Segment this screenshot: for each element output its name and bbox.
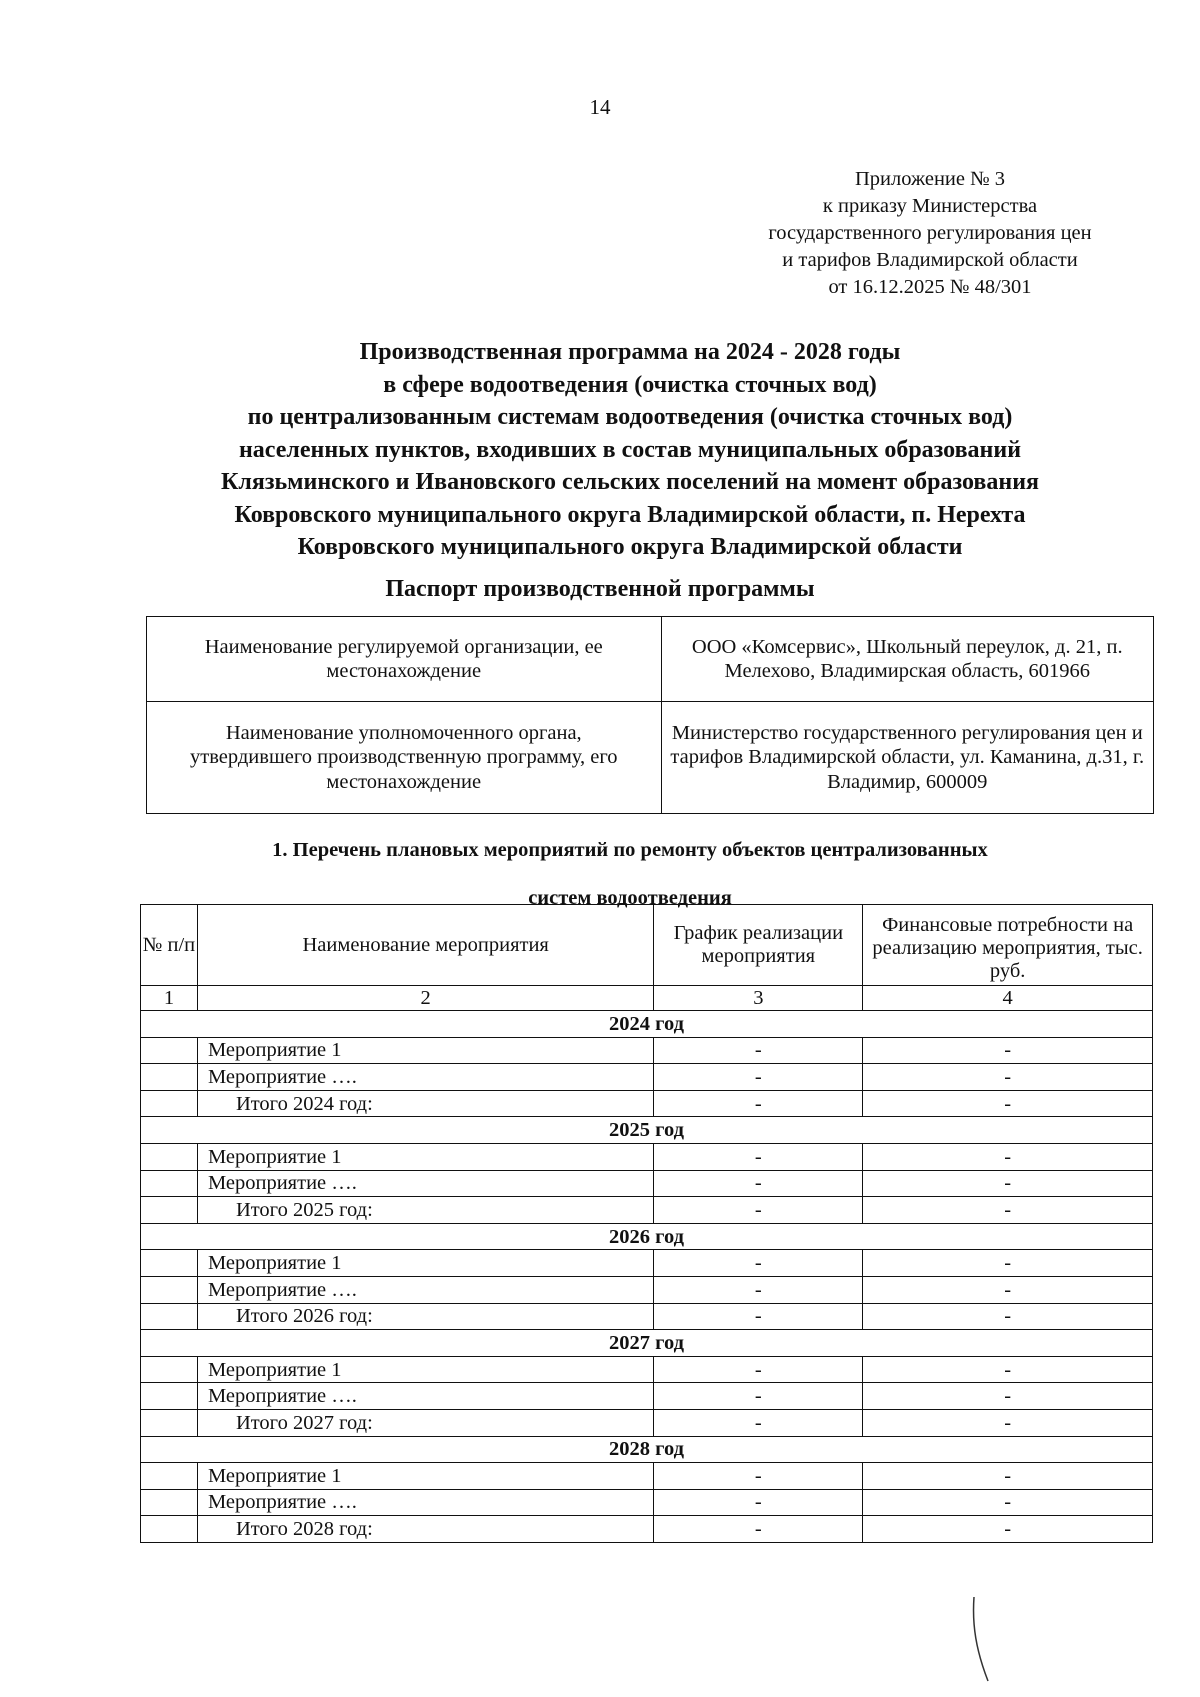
num-cell [141,1197,198,1224]
num-cell [141,1303,198,1330]
signature-mark [968,1595,1008,1685]
year-label: 2028 год [141,1436,1153,1463]
total-row [141,1197,1153,1224]
num-cell [141,1489,198,1516]
passport-label-text: Наименование регулируемой организации, ее местонахождение [204,635,603,682]
title-line: Ковровского муниципального округа Владимирской области [297,534,963,560]
passport-value-text: Министерство государственного регулирования цен и тарифов Владимирской области, ул. Каманина, д.31, г. Владимир, 600009 [670,721,1145,793]
schedule-cell: - [654,1409,863,1436]
num-cell [141,1276,198,1303]
num-cell [141,1463,198,1490]
num-cell [141,1383,198,1410]
passport-label-text: Наименование уполномоченного органа, утвердившего производственную программу, его местонахождение [190,721,618,793]
schedule-cell: - [654,1356,863,1383]
section-heading-line: систем водоотведения [528,887,732,909]
table-row [141,1356,1153,1383]
num-cell [141,1064,198,1091]
passport-value-text: ООО «Комсервис», Школьный переулок, д. 21, п. Мелехово, Владимирская область, 601966 [691,635,1123,682]
event-name: Мероприятие 1 [197,1143,653,1170]
section-heading-line: 1. Перечень плановых мероприятий по ремонту объектов централизованных [272,839,988,861]
finance-cell: - [863,1383,1153,1410]
num-cell [141,1356,198,1383]
passport-label [147,617,662,702]
num-cell [141,1409,198,1436]
table-row [141,1170,1153,1197]
event-name: Мероприятие …. [197,1276,653,1303]
schedule-cell: - [654,1197,863,1224]
col-header-schedule: График реализации мероприятия [654,905,863,986]
schedule-cell: - [654,1303,863,1330]
event-name: Мероприятие …. [197,1170,653,1197]
schedule-cell: - [654,1383,863,1410]
passport-table [146,616,1154,814]
schedule-cell: - [654,1143,863,1170]
num-cell [141,1250,198,1277]
column-number: 4 [863,986,1153,1011]
finance-cell: - [863,1463,1153,1490]
title-line: населенных пунктов, входивших в состав муниципальных образований [238,436,1022,463]
passport-row [147,702,1154,814]
schedule-cell: - [654,1276,863,1303]
num-cell [141,1170,198,1197]
year-label: 2026 год [141,1223,1153,1250]
event-name: Мероприятие …. [197,1489,653,1516]
finance-cell: - [863,1489,1153,1516]
col-header-finance: Финансовые потребности на реализацию мероприятия, тыс. руб. [863,905,1153,986]
table-header-row [141,905,1153,986]
finance-cell: - [863,1409,1153,1436]
schedule-cell: - [654,1090,863,1117]
table-row [141,1064,1153,1091]
total-label: Итого 2025 год: [197,1197,653,1224]
event-name: Мероприятие …. [197,1064,653,1091]
total-row [141,1409,1153,1436]
column-number: 2 [197,986,653,1011]
year-label: 2024 год [141,1011,1153,1038]
finance-cell: - [863,1090,1153,1117]
column-number: 3 [654,986,863,1011]
document-title [130,336,1130,564]
finance-cell: - [863,1356,1153,1383]
event-name: Мероприятие …. [197,1383,653,1410]
passport-row [147,617,1154,702]
finance-cell: - [863,1143,1153,1170]
appendix-line: к приказу Министерства [822,195,1038,217]
year-label: 2027 год [141,1330,1153,1357]
passport-value [661,702,1154,814]
table-row [141,1383,1153,1410]
appendix-line: государственного регулирования цен [768,222,1092,244]
event-name: Мероприятие 1 [197,1250,653,1277]
event-name: Мероприятие 1 [197,1037,653,1064]
finance-cell: - [863,1516,1153,1543]
finance-cell: - [863,1170,1153,1197]
events-table [140,904,1153,1543]
col-header-name: Наименование мероприятия [197,905,653,986]
num-cell [141,1090,198,1117]
total-row [141,1303,1153,1330]
num-cell [141,1143,198,1170]
appendix-line: от 16.12.2025 № 48/301 [828,276,1032,298]
col-header-num: № п/п [141,905,198,986]
finance-cell: - [863,1037,1153,1064]
passport-heading: Паспорт производственной программы [385,576,815,602]
finance-cell: - [863,1250,1153,1277]
total-label: Итого 2028 год: [197,1516,653,1543]
schedule-cell: - [654,1463,863,1490]
page-number: 14 [589,95,611,119]
total-label: Итого 2027 год: [197,1409,653,1436]
year-row [141,1436,1153,1463]
appendix-line: Приложение № 3 [854,168,1006,190]
event-name: Мероприятие 1 [197,1463,653,1490]
finance-cell: - [863,1303,1153,1330]
year-label: 2025 год [141,1117,1153,1144]
year-row [141,1011,1153,1038]
table-row [141,1276,1153,1303]
finance-cell: - [863,1276,1153,1303]
year-row [141,1117,1153,1144]
title-line: Клязьминского и Ивановского сельских поселений на момент образования [220,469,1040,495]
year-row [141,1223,1153,1250]
table-row [141,1037,1153,1064]
schedule-cell: - [654,1489,863,1516]
year-row [141,1330,1153,1357]
schedule-cell: - [654,1064,863,1091]
schedule-cell: - [654,1037,863,1064]
total-label: Итого 2024 год: [197,1090,653,1117]
schedule-cell: - [654,1250,863,1277]
title-line: Производственная программа на 2024 - 2028 годы [359,339,901,365]
finance-cell: - [863,1064,1153,1091]
total-row [141,1090,1153,1117]
column-number: 1 [141,986,198,1011]
num-cell [141,1516,198,1543]
passport-label [147,702,662,814]
num-cell [141,1037,198,1064]
table-row [141,1143,1153,1170]
appendix-line: и тарифов Владимирской области [782,249,1078,271]
title-line: в сфере водоотведения (очистка сточных вод) [383,371,877,398]
passport-value [661,617,1154,702]
title-line: Ковровского муниципального округа Владимирской области, п. Нерехта [234,501,1026,528]
finance-cell: - [863,1197,1153,1224]
schedule-cell: - [654,1170,863,1197]
table-row [141,1463,1153,1490]
column-number-row [141,986,1153,1011]
table-row [141,1250,1153,1277]
title-line: по централизованным системам водоотведения (очистка сточных вод) [247,404,1013,430]
appendix-block [730,166,1130,301]
table-row [141,1489,1153,1516]
schedule-cell: - [654,1516,863,1543]
event-name: Мероприятие 1 [197,1356,653,1383]
total-label: Итого 2026 год: [197,1303,653,1330]
total-row [141,1516,1153,1543]
